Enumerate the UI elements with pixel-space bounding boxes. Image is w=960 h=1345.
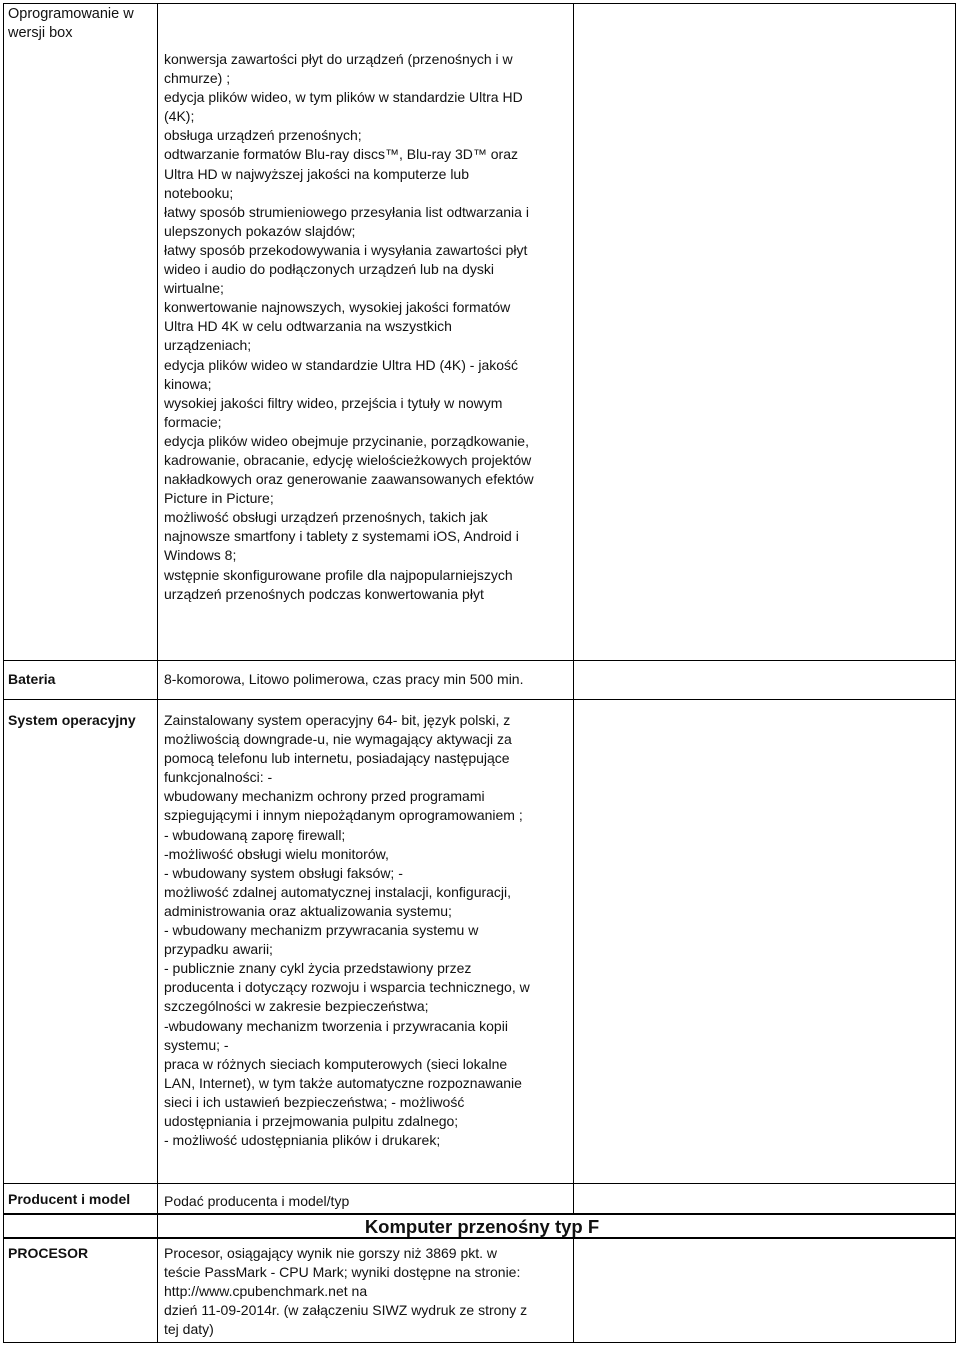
border-right (955, 3, 956, 1343)
producer-description: Podać producenta i model/typ (164, 1193, 350, 1209)
row-divider-4 (3, 1213, 956, 1215)
battery-description: 8-komorowa, Litowo polimerowa, czas pracy min 500 min. (164, 671, 524, 687)
battery-label: Bateria (8, 671, 56, 687)
border-bottom (3, 1342, 956, 1343)
row-divider-2 (3, 699, 956, 700)
border-left (3, 3, 4, 1343)
os-label: System operacyjny (8, 712, 136, 728)
producer-label: Producent i model (8, 1191, 131, 1207)
software-label: Oprogramowanie w wersji box (8, 6, 134, 41)
row-divider-1 (3, 660, 956, 661)
os-description: Zainstalowany system operacyjny 64- bit, język polski, z możliwością downgrade-u, nie wymagający aktywacji za pomocą telefonu lub internetu, posiadający następujące funkcjonalności: - wbudowany mechanizm ochrony przed programami szpiegującymi i innym niepożądanym oprogramowaniem ; - wbudowaną zaporę firewall; -możliwość obsługi wielu monitorów, - wbudowany system obsługi faksów; - możliwość zdalnej automatycznej instalacji, konfiguracji, administrowania oraz aktualizowania systemu; - wbudowany mechanizm przywracania systemu w przypadku awarii; - publicznie znany cykl życia przedstawiony przez producenta i dotyczący rozwoju i wsparcia technicznego, w szczególności w zakresie bezpieczeństwa; -wbudowany mechanizm tworzenia i przywracania kopii systemu; - praca w różnych sieciach komputerowych (sieci lokalne LAN, Internet), w tym także automatyczne rozpoznawanie sieci i ich ustawień bezpieczeństwa; - możliwość udostępniania i przejmowania pulpitu zdalnego; - możliwość udostępniania plików i drukarek; (164, 712, 530, 1149)
cpu-description: Procesor, osiągający wynik nie gorszy niż 3869 pkt. w teście PassMark - CPU Mark; wyniki dostępne na stronie: http://www.cpubenchmark.net na dzień 11-09-2014r. (w załączeniu SIWZ wydruk ze strony z tej daty) (164, 1245, 528, 1338)
software-description: konwersja zawartości płyt do urządzeń (przenośnych i w chmurze) ; edycja plików wideo, w tym plików w standardzie Ultra HD (4K); obsługa urządzeń przenośnych; odtwarzanie formatów Blu-ray discs™, Blu-ray 3D™ oraz Ultra HD w najwyższej jakości na komputerze lub notebooku; łatwy sposób strumieniowego przesyłania list odtwarzania i ulepszonych pokazów slajdów; łatwy sposób przekodowywania i wysyłania zawartości płyt wideo i audio do podłączonych urządzeń lub na dyski wirtualne; konwertowanie najnowszych, wysokiej jakości formatów Ultra HD 4K w celu odtwarzania na wszystkich urządzeniach; edycja plików wideo w standardzie Ultra HD (4K) - jakość kinowa; wysokiej jakości filtry wideo, przejścia i tytuły w nowym formacie; edycja plików wideo obejmuje przycinanie, porządkowanie, kadrowanie, obracanie, edycję wielościeżkowych projektów nakładkowych oraz generowanie zaawansowanych efektów Picture in Picture; możliwość obsługi urządzeń przenośnych, takich jak najnowsze smartfony i tablety z systemami iOS, Android i Windows 8; wstępnie skonfigurowane profile dla najpopularniejszych urządzeń przenośnych podczas konwertowania płyt (164, 51, 534, 602)
border-top (3, 3, 956, 4)
section-heading: Komputer przenośny typ F (364, 1216, 600, 1237)
cpu-label: PROCESOR (8, 1245, 89, 1261)
row-divider-3 (3, 1183, 956, 1184)
column-divider-1 (157, 3, 158, 1343)
